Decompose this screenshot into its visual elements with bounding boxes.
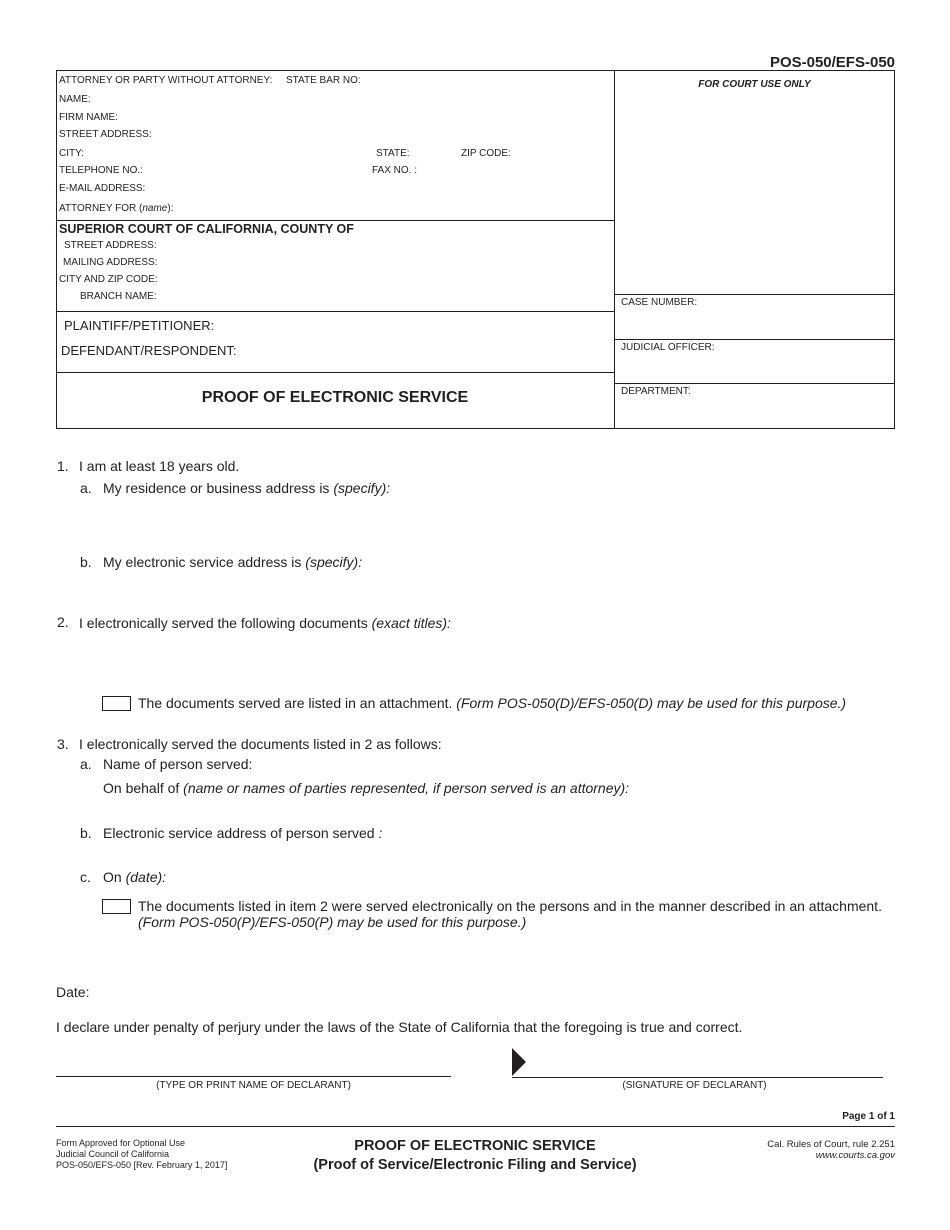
parties-title-divider xyxy=(56,372,614,373)
city-zip-label: CITY AND ZIP CODE: xyxy=(59,274,158,285)
item-2-number: 2. xyxy=(57,614,69,630)
court-use-label: FOR COURT USE ONLY xyxy=(698,79,811,90)
judicial-officer-label: JUDICIAL OFFICER: xyxy=(621,342,715,353)
signature-caption: (SIGNATURE OF DECLARANT) xyxy=(622,1080,767,1091)
item-1-number: 1. xyxy=(57,458,69,474)
footer-title-line-2: (Proof of Service/Electronic Filing and Service) xyxy=(313,1157,637,1173)
footer-rule-citation: Cal. Rules of Court, rule 2.251 xyxy=(767,1139,895,1150)
name-label: NAME: xyxy=(59,94,91,105)
footer-left-line-2: Judicial Council of California xyxy=(56,1149,170,1159)
declarant-name-caption: (TYPE OR PRINT NAME OF DECLARANT) xyxy=(156,1080,351,1091)
item-1a-letter: a. xyxy=(80,480,92,496)
item-2-text: I electronically served the following documents (exact titles): xyxy=(79,615,451,631)
footer-right xyxy=(767,1139,895,1161)
footer-left-line-1: Form Approved for Optional Use xyxy=(56,1138,186,1148)
footer-website-link[interactable]: www.courts.ca.gov xyxy=(815,1150,895,1161)
service-attachment-note: (Form POS-050(P)/EFS-050(P) may be used for this purpose.) xyxy=(138,914,527,930)
court-parties-divider xyxy=(56,311,614,312)
department-divider xyxy=(614,383,895,384)
case-number-divider xyxy=(614,294,895,295)
mailing-address-label: MAILING ADDRESS: xyxy=(63,257,158,268)
item-3b-text: Electronic service address of person served : xyxy=(103,825,383,841)
branch-name-label: BRANCH NAME: xyxy=(80,291,157,302)
item-1-text: I am at least 18 years old. xyxy=(79,458,240,474)
city-label: CITY: xyxy=(59,148,85,159)
signature-line[interactable] xyxy=(512,1077,883,1078)
fax-label: FAX NO. : xyxy=(372,165,418,176)
page-number: Page 1 of 1 xyxy=(842,1111,895,1122)
item-1a-text: My residence or business address is (specify): xyxy=(103,480,391,496)
date-label: Date: xyxy=(56,984,90,1000)
defendant-label: DEFENDANT/RESPONDENT: xyxy=(61,343,237,358)
plaintiff-label: PLAINTIFF/PETITIONER: xyxy=(64,318,215,333)
footer-left xyxy=(56,1138,227,1171)
form-id: POS-050/EFS-050 xyxy=(769,54,895,71)
signature-arrow-icon xyxy=(512,1048,528,1076)
attachment-checkbox[interactable] xyxy=(102,696,131,711)
footer-title xyxy=(250,1137,700,1175)
state-label: STATE: xyxy=(376,148,410,159)
item-1b-letter: b. xyxy=(80,554,92,570)
firm-name-label: FIRM NAME: xyxy=(59,112,118,123)
court-street-label: STREET ADDRESS: xyxy=(64,240,157,251)
case-number-label: CASE NUMBER: xyxy=(621,297,698,308)
item-3c-text: On (date): xyxy=(103,869,167,885)
zip-code-label: ZIP CODE: xyxy=(461,148,511,159)
telephone-label: TELEPHONE NO.: xyxy=(59,165,143,176)
judicial-officer-divider xyxy=(614,339,895,340)
item-3-number: 3. xyxy=(57,736,69,752)
caption-box xyxy=(56,70,895,429)
attorney-for-label: ATTORNEY FOR (name): xyxy=(59,203,174,214)
service-attachment-checkbox[interactable] xyxy=(102,899,131,914)
attorney-court-divider xyxy=(56,220,614,221)
caption-divider xyxy=(614,70,615,429)
service-attachment-label: The documents listed in item 2 were served electronically on the persons and in the manner described in an attachment. xyxy=(138,898,882,914)
attorney-label: ATTORNEY OR PARTY WITHOUT ATTORNEY: xyxy=(59,75,273,86)
declarant-name-line[interactable] xyxy=(56,1076,451,1077)
footer-title-line-1: PROOF OF ELECTRONIC SERVICE xyxy=(354,1138,596,1154)
court-title: SUPERIOR COURT OF CALIFORNIA, COUNTY OF xyxy=(59,222,354,236)
state-bar-label: STATE BAR NO: xyxy=(286,75,361,86)
caption-form-title: PROOF OF ELECTRONIC SERVICE xyxy=(201,389,469,406)
item-3c-letter: c. xyxy=(80,869,91,885)
department-label: DEPARTMENT: xyxy=(621,386,691,397)
street-address-label: STREET ADDRESS: xyxy=(59,129,152,140)
email-label: E-MAIL ADDRESS: xyxy=(59,183,146,194)
item-3a-text: Name of person served: xyxy=(103,756,253,772)
footer-rule xyxy=(56,1126,895,1127)
declaration-text: I declare under penalty of perjury under the laws of the State of California that the foregoing is true and correct. xyxy=(56,1019,743,1035)
item-3b-letter: b. xyxy=(80,825,92,841)
item-3a-behalf: On behalf of (name or names of parties represented, if person served is an attorney): xyxy=(103,780,630,796)
item-1b-text: My electronic service address is (specify): xyxy=(103,554,363,570)
item-3-text: I electronically served the documents listed in 2 as follows: xyxy=(79,736,442,752)
item-3a-letter: a. xyxy=(80,756,92,772)
footer-left-line-3: POS-050/EFS-050 [Rev. February 1, 2017] xyxy=(56,1160,228,1170)
attachment-checkbox-label: The documents served are listed in an attachment. (Form POS-050(D)/EFS-050(D) may be used for this purpose.) xyxy=(138,695,847,711)
